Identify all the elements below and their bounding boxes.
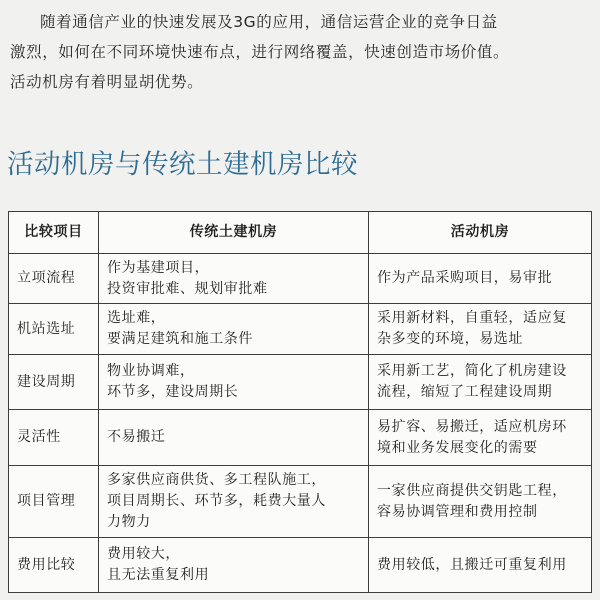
intro-line: 随着通信产业的快速发展及3G的应用，通信运营企业的竞争日益 — [40, 13, 498, 31]
cell-line: 力物力 — [107, 514, 151, 530]
row-item-label: 建设周期 — [9, 355, 99, 410]
cell-line: 选址难， — [107, 310, 166, 326]
cell-line: 投资审批难、规划审批难 — [107, 280, 268, 297]
intro-line: 活动机房有着明显胡优势。 — [10, 73, 204, 91]
mobile-cell — [369, 410, 592, 466]
row-item-label: 灵活性 — [9, 410, 99, 466]
traditional-cell — [99, 254, 369, 304]
cell-line: 且无法重复利用 — [107, 567, 210, 583]
table-row — [9, 254, 592, 304]
cell-line: 作为基建项目， — [107, 259, 210, 276]
intro-line: 激烈，如何在不同环境快速布点，进行网络覆盖，快速创造市场价值。 — [10, 43, 510, 61]
cell-line: 流程，缩短了工程建设周期 — [377, 384, 553, 400]
mobile-cell — [369, 304, 592, 355]
cell-line: 环节多，建设周期长 — [107, 384, 239, 400]
header-compare-item: 比较项目 — [9, 212, 99, 254]
row-item-label: 机站选址 — [9, 304, 99, 355]
header-mobile-room: 活动机房 — [369, 212, 592, 254]
cell-line: 不易搬迁 — [107, 429, 166, 445]
cell-line: 易扩容、易搬迁，适应机房环 — [377, 418, 567, 435]
table-row — [9, 304, 592, 355]
cell-line: 采用新材料，自重轻，适应复 — [377, 310, 567, 326]
table-row — [9, 466, 592, 538]
mobile-cell — [369, 355, 592, 410]
mobile-cell — [369, 466, 592, 538]
table-header-row — [9, 212, 592, 254]
cell-line: 采用新工艺，简化了机房建设 — [377, 363, 567, 379]
cell-line: 要满足建筑和施工条件 — [107, 331, 253, 347]
cell-line: 容易协调管理和费用控制 — [377, 503, 538, 520]
cell-line: 杂多变的环境，易选址 — [377, 331, 523, 347]
section-heading: 活动机房与传统土建机房比较 — [7, 149, 358, 180]
row-item-label: 费用比较 — [9, 538, 99, 593]
row-item-label: 立项流程 — [9, 254, 99, 304]
intro-paragraph — [10, 7, 590, 97]
table-row — [9, 355, 592, 410]
cell-line: 项目周期长、环节多，耗费大量人 — [107, 493, 326, 509]
cell-line: 多家供应商供货、多工程队施工， — [107, 472, 326, 488]
comparison-table — [8, 211, 592, 593]
cell-line: 物业协调难， — [107, 363, 195, 379]
mobile-cell — [369, 538, 592, 593]
cell-line: 费用较低，且搬迁可重复利用 — [377, 556, 567, 573]
cell-line: 作为产品采购项目，易审批 — [377, 270, 553, 286]
cell-line: 境和业务发展变化的需要 — [377, 439, 538, 456]
traditional-cell — [99, 410, 369, 466]
cell-line: 一家供应商提供交钥匙工程， — [377, 482, 567, 499]
traditional-cell — [99, 466, 369, 538]
traditional-cell — [99, 355, 369, 410]
row-item-label: 项目管理 — [9, 466, 99, 538]
table-row — [9, 538, 592, 593]
traditional-cell — [99, 304, 369, 355]
cell-line: 费用较大， — [107, 546, 180, 562]
header-traditional-room: 传统土建机房 — [99, 212, 369, 254]
table-row — [9, 410, 592, 466]
traditional-cell — [99, 538, 369, 593]
mobile-cell — [369, 254, 592, 304]
